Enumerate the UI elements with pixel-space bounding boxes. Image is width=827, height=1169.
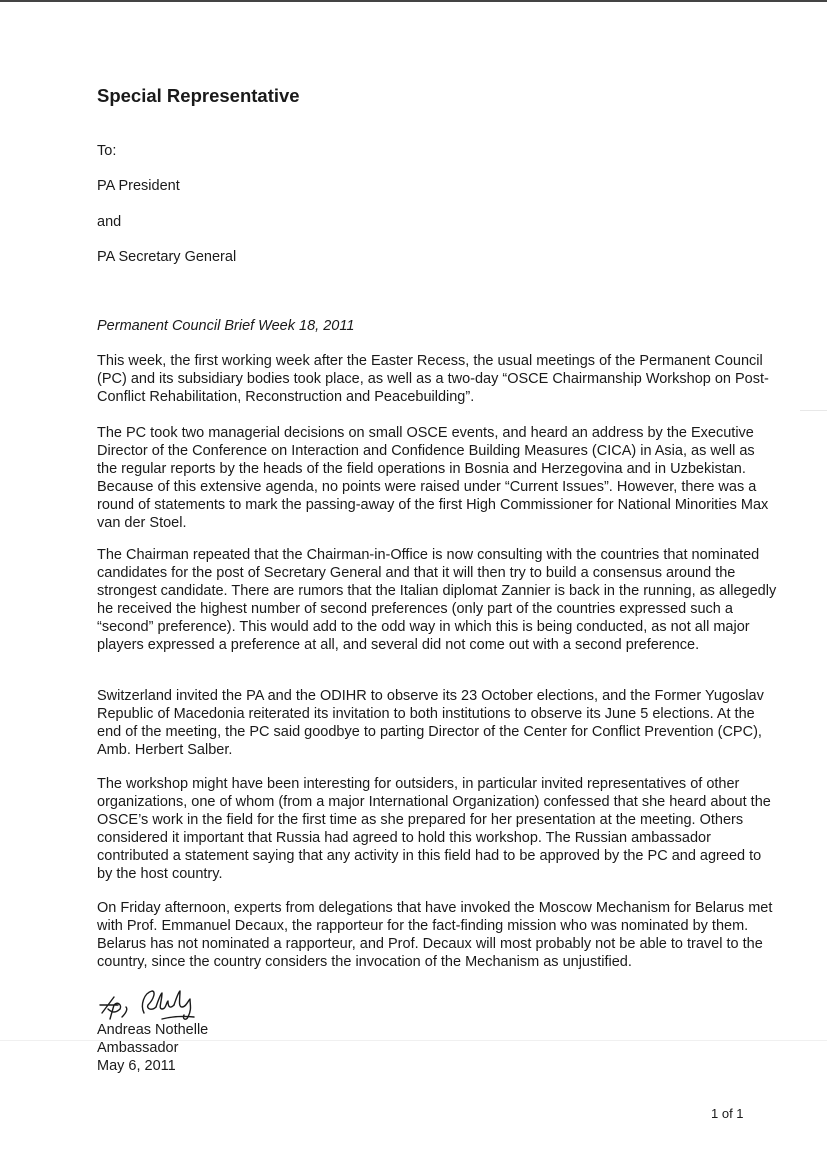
handwritten-signature <box>96 983 206 1027</box>
scan-artifact <box>800 410 827 411</box>
top-border-rule <box>0 0 827 2</box>
brief-subject: Permanent Council Brief Week 18, 2011 <box>97 318 355 334</box>
paragraph-2: The PC took two managerial decisions on small OSCE events, and heard an address by the Executive Director of the Conference on Interaction and Confidence Building Measures (CICA) in Asia, as well as the regular reports by the heads of the field operations in Bosnia and Herzegovina and in Uzbekistan. Because of this extensive agenda, no points were raised under “Current Issues”. However, there was a round of statements to mark the passing-away of the first High Commissioner for National Minorities Max van der Stoel. <box>97 425 769 531</box>
recipient-pa-secretary-general: PA Secretary General <box>97 249 237 265</box>
paragraph-3: The Chairman repeated that the Chairman-in-Office is now consulting with the countries that nominated candidates for the post of Secretary General and that it will then try to build a consensus around the strongest candidate. There are rumors that the Italian diplomat Zannier is back in the running, as allegedly he received the highest number of second preferences (only part of the countries expressed such a “second” preference). This would add to the odd way in which this is being conducted, as not all major players expressed a preference at all, and several did not come out with a second preference. <box>97 547 777 653</box>
to-label: To: <box>97 143 117 159</box>
paragraph-5: The workshop might have been interesting for outsiders, in particular invited representatives of other organizations, one of whom (from a major International Organization) confessed that she heard about the OSCE’s work in the field for the first time as she prepared for her presentation at the meeting. Others considered it important that Russia had agreed to hold this workshop. The Russian ambassador contributed a statement saying that any activity in this field had to be approved by the PC and agreed to by the host country. <box>97 776 771 882</box>
signatory-name: Andreas Nothelle <box>97 1022 209 1038</box>
recipient-conjunction: and <box>97 214 122 230</box>
paragraph-6: On Friday afternoon, experts from delegations that have invoked the Moscow Mechanism for Belarus met with Prof. Emmanuel Decaux, the rapporteur for the fact-finding mission who was nominated by them. Belarus has not nominated a rapporteur, and Prof. Decaux will most probably not be able to travel to the country, since the country considers the invocation of the Mechanism as unjustified. <box>97 900 773 970</box>
document-title: Special Representative <box>97 85 300 106</box>
signatory-role: Ambassador <box>97 1040 179 1056</box>
page-number: 1 of 1 <box>711 1106 744 1121</box>
paragraph-4: Switzerland invited the PA and the ODIHR to observe its 23 October elections, and the Former Yugoslav Republic of Macedonia reiterated its invitation to both institutions to observe its June 5 elections. At the end of the meeting, the PC said goodbye to parting Director of the Center for Conflict Prevention (CPC), Amb. Herbert Salber. <box>97 688 764 758</box>
recipient-pa-president: PA President <box>97 178 180 194</box>
signature-date: May 6, 2011 <box>97 1058 176 1074</box>
paragraph-1: This week, the first working week after the Easter Recess, the usual meetings of the Permanent Council (PC) and its subsidiary bodies took place, as well as a two-day “OSCE Chairmanship Workshop on Post-Conflict Rehabilitation, Reconstruction and Peacebuilding”. <box>97 353 769 405</box>
